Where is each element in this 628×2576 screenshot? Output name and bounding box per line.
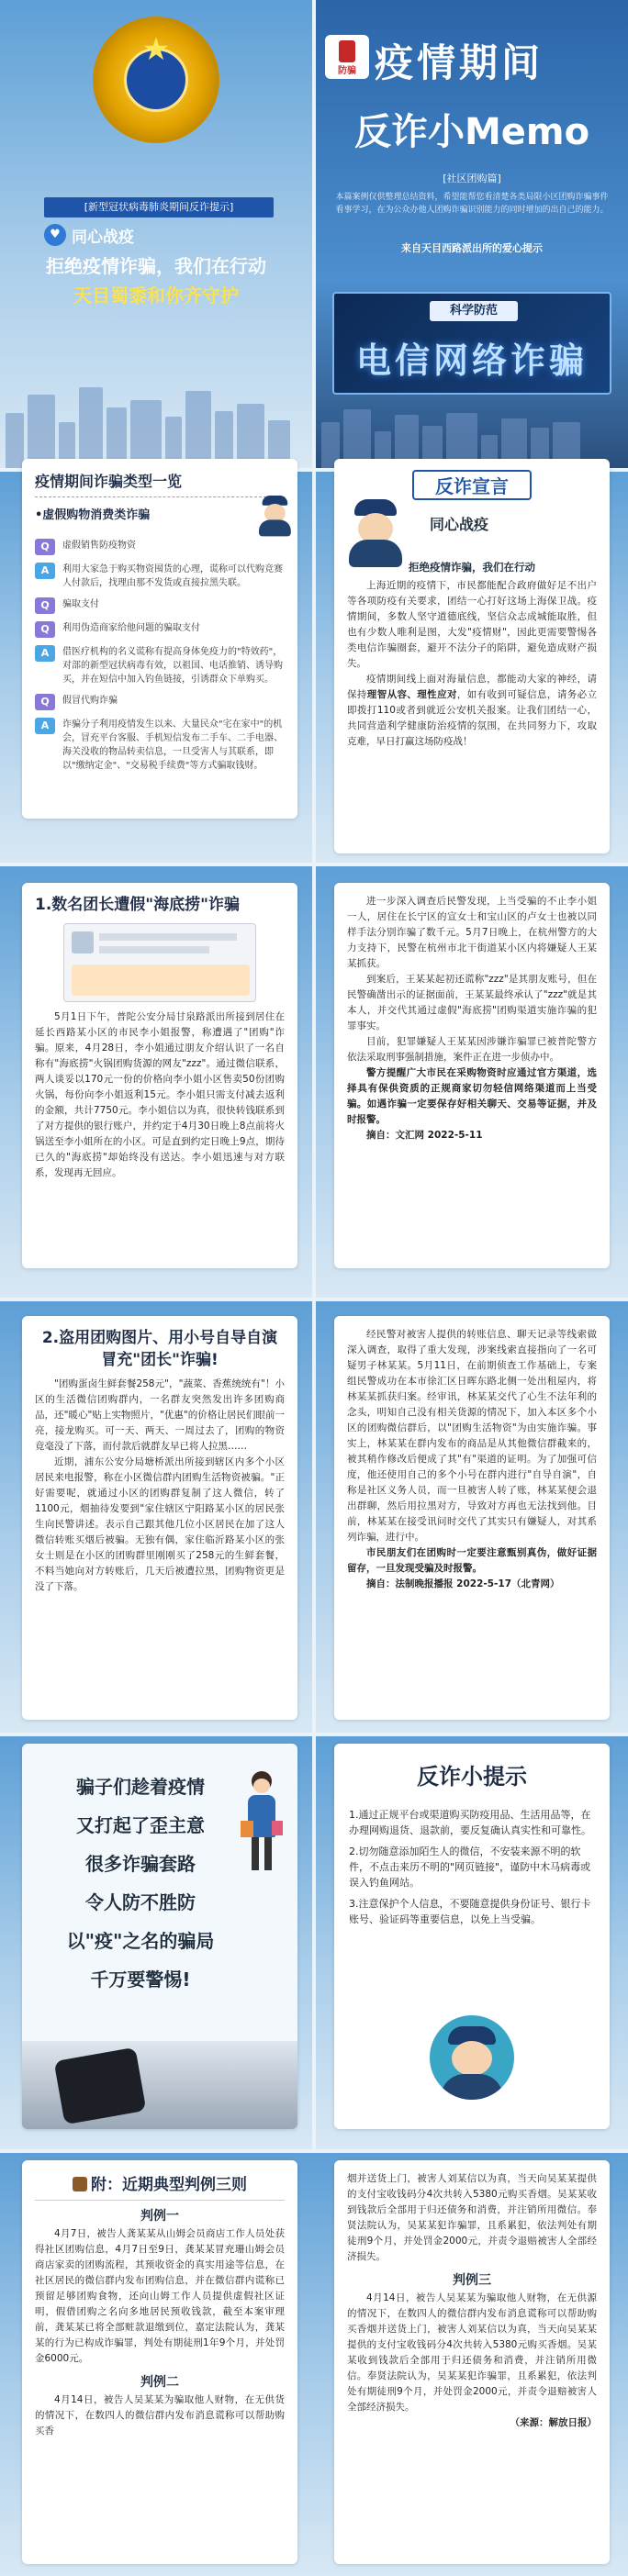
chat-screenshot	[63, 923, 256, 1002]
types-item: Q 假冒代购诈骗	[35, 694, 285, 710]
science-banner	[332, 292, 611, 395]
manifesto-lead: 拒绝疫情诈骗，我们在行动	[409, 561, 535, 574]
case-2-label: 判例二	[140, 2375, 179, 2390]
tips-title: 反诈小提示	[417, 1764, 527, 1790]
case2-body-1: "团购蛋卤生鲜套餐258元"，"蔬菜、香蕉统统有"！小区的生活微信团购群内，一名群友突然发出许多团购商品，还"暖心"贴上实物照片，"优惠"的价格让居民们眼前一亮，接龙购买。可一天、两天、一周过去了，团购的物资竟毫没了下落，而付款后就群友早已将人拉黑……	[35, 1378, 285, 1452]
poem-line: 令人防不胜防	[85, 1891, 196, 1913]
header-slogan-sub: 天目蜀黍和你齐守护	[73, 284, 239, 307]
police-emblem-icon: ★	[96, 20, 216, 139]
case1-body: 5月1日下午，普陀公安分局甘泉路派出所接到居住在延长西路某小区的市民李小姐报警，称遭遇了"团购"诈骗。原来，4月28日，李小姐通过朋友介绍认识了一名自称有"海底捞"火锅团购货源的网友"zzz"。通过微信联系，两人谈妥以170元一份的价格向李小姐小区售卖50份团购火锅，每份向李小姐返利15元。李小姐只需支付减去返利的金额，共计7750元。李小姐信以为真，很快转钱联系到了对方提供的银行账户，并约定于4月30日晚上8点前将火锅送至李小姐所在的小区。可是直到约定日晚上9点，期待已久的"海底捞"却始终没有送达。李小姐迅速与对方联系，发现再无回应。	[35, 1011, 285, 1178]
header-title-2: 反诈小Memo	[353, 111, 590, 153]
types-subtitle: •虚假购物消费类诈骗	[35, 508, 151, 522]
fraud-prevention-logo: 防骗	[325, 35, 369, 79]
types-item: Q 利用伪造商家给他问题的骗取支付	[35, 621, 285, 638]
appendix-left-card	[22, 2160, 297, 2564]
intro-body: 本篇案例仅供整理总结资料，希望能帮您看清楚各类局限小区团购诈骗事件看事学习，在为公众办他人团购诈骗识别能力的同时增加的出自己的能力。	[335, 193, 609, 215]
case1-cont-warning: 警方提醒广大市民在采购物资时应通过官方渠道，选择具有保供资质的正规商家切勿轻信网络渠道而上当受骗。如遇诈骗一定要保存好相关聊天、交易等证据，并及时报警。	[347, 1067, 597, 1125]
manifesto-title: 反诈宣言	[412, 470, 532, 500]
case-2-continued: 烟并送货上门，被害人刘某信以为真，当天向吴某某提供的支付宝收钱码分4次共转入5380元购买香烟。吴某某收到钱款后全部用于归还债务和消费，并注销所用微信。奉贤法院认为，吴某某犯诈骗罪，且系累犯，依法判处有期徒刑9个月，并处罚金2000元，并责令退赔被害人全部经济损失。	[347, 2173, 597, 2262]
case1-cont-body-2: 到案后，王某某起初还谎称"zzz"是其朋友账号，但在民警确凿出示的证据面前，王某某最终承认了"zzz"就是其本人，并交代其通过虚假"海底捞"团购渠道实施诈骗的犯罪事实。	[347, 974, 597, 1032]
case1-cont-source: 摘自：文汇网 2022-5-11	[366, 1130, 483, 1141]
science-title: 电信网络诈骗	[355, 340, 588, 381]
poem-card	[22, 1744, 297, 2129]
case2-title: 2.盗用团购图片、用小号自导自演冒充"团长"诈骗!	[41, 1329, 278, 1369]
header-title-1: 疫情期间	[375, 40, 544, 85]
science-tag: 科学防范	[430, 301, 518, 321]
gavel-icon	[73, 2177, 87, 2191]
types-title: 疫情期间诈骗类型一览	[35, 470, 285, 497]
types-item: Q 骗取支付	[35, 597, 285, 614]
appendix-title: 附：近期典型判例三则	[35, 2171, 285, 2201]
case1-card	[22, 883, 297, 1268]
case-3-body: 4月14日，被告人吴某某为骗取他人财物，在无供源的情况下，在数四人的微信群内发布消息谎称可以帮助购买香烟并送货上门，被害人刘某信以为真，当天向吴某某提供的支付宝收钱码分4次共转入5380元购买香烟。吴某某收到钱款后全部用于归还债务和消费，并注销所用微信。奉贤法院认为，吴某某犯诈骗罪，且系累犯，依法判处有期徒刑9个月，并处罚金2000元，并责令退赔被害人全部经济损失。	[347, 2292, 597, 2413]
case1-cont-body-3: 目前，犯罪嫌疑人王某某因涉嫌诈骗罪已被普陀警方依法采取刑事强制措施，案件正在进一步侦办中。	[347, 1036, 597, 1063]
police-officer-icon	[347, 499, 404, 567]
types-card	[22, 459, 297, 819]
types-item: Q 虚假销售防疫物资	[35, 539, 285, 555]
poem-line: 千万要警惕!	[90, 1968, 191, 1991]
header-slogan-small: 同心战疫	[72, 229, 134, 247]
police-officer-icon	[258, 496, 292, 536]
tip-item: 3.注意保护个人信息，不要随意提供身份证号、银行卡账号、验证码等重要信息，以免上当受骗。	[349, 1898, 591, 1925]
police-officer-large-icon	[430, 2015, 514, 2100]
tips-list	[349, 1807, 595, 1927]
shopper-woman-icon	[241, 1771, 283, 1872]
types-item: A 借医疗机构的名义谎称有提高身体免疫力的"特效药"，对部的新型冠状病毒有效，以祖国、电话推销、诱导购买，并在短信中加入钓鱼链接，引诱群众下单购买。	[35, 645, 285, 686]
header-left-panel	[0, 0, 312, 468]
case1-cont-card	[334, 883, 610, 1268]
intro-source: 来自天目西路派出所的爱心提示	[401, 242, 543, 254]
case-3-label: 判例三	[453, 2273, 491, 2288]
appendix-right-card	[334, 2160, 610, 2564]
city-skyline	[0, 385, 312, 468]
manifesto-subtitle: 同心战疫	[430, 516, 489, 533]
intro-tag: [社区团购篇]	[443, 173, 501, 184]
manifesto-card	[334, 459, 610, 853]
manifesto-body-1: 上海近期的疫情下，市民都能配合政府做好足不出户等各项防疫有关要求，团结一心打好这场上海保卫战。疫情期间，多数人坚守道德底线，坚信众志成城能取胜，但也有少数人唯利是图，大发"疫情财"，因此更需要警惕各类电信诈骗圈套，避开不法分子的陷阱，避免造成财产损失。	[347, 580, 597, 669]
case2-card	[22, 1316, 297, 1720]
case2-cont-body-1: 经民警对被害人提供的转账信息、聊天记录等线索做深入调查，取得了重大发现，涉案线索直接指向了一名可疑男子林某某。5月11日，在前期侦查工作基础上，专案组民警成功在本市徐汇区日晖东路北侧一处出租屋内，将林某某抓获归案。经审讯，林某某交代了心生不法年利的念头，明知自己没有相关货源的情况下，加入本区多个小区的团购微信群后，以"团购生活物资"为由实施诈骗。事实上，林某某在群内发布的商品是从其他微信群截来的，被其稍作修改后便成了其"有"渠道的证明。为了加强可信度，他还使用自己的多个小号在群内进行"自导自演"，自称是社区义务人员，而一旦被害人转了账，林某某便会退出群聊，然后用拉黑对方，导致对方再也无法找到他。目前，林某某在接受讯问时交代了其实只有嫌疑人，对其系列诈骗，进行中。	[347, 1329, 597, 1543]
case-2-body: 4月14日，被告人吴某某为骗取他人财物，在无供货的情况下，在数四人的微信群内发布消息谎称可以帮助购买香	[35, 2394, 285, 2437]
header-slogan-main: 拒绝疫情诈骗，我们在行动	[46, 255, 266, 277]
manifesto-body-2: 疫情期间线上面对海量信息，都能动大家的神经，请保持理智从容、理性应对，如有收到可疑信息，请务必立即拨打110或者到就近公安机关报案。让我们团结一心，共同营造利学健康防治疫情的氛围，在共同努力下，攻取克难，早日打赢这场防疫战！	[347, 674, 598, 747]
case2-cont-source: 摘自：法制晚报播报 2022-5-17（北青网）	[366, 1578, 560, 1589]
types-item: A 利用大家急于购买物资囤货的心理，谎称可以代购竞赛人付款后，找理由那不发货或直接拉黑失联。	[35, 563, 285, 590]
tip-item: 2.切勿随意添加陌生人的微信，不安装来源不明的软件，不点击来历不明的"网页链接"，谨防中木马病毒或误入钓鱼网站。	[349, 1846, 591, 1889]
tips-card	[334, 1744, 610, 2129]
poem-line: 很多诈骗套路	[85, 1853, 196, 1875]
case1-cont-body-1: 进一步深入调查后民警发现，上当受骗的不止李小姐一人，居住在长宁区的宣女士和宝山区的卢女士也被以同样手法分别诈骗了数千元。5月7日晚上，在杭州警方的大力支持下，民警在杭州市北干街道某小区内将嫌疑人王某某抓获。	[347, 896, 597, 969]
types-list	[35, 539, 285, 773]
case2-body-2: 近期，浦东公安分局塘桥派出所接到辖区内多个小区居民来电报警，称在小区微信群内团购生活物资被骗。"正好需要呢，就通过小区的团购群复制了这人微信，转了1100元，烟抽待发要到"家住辖区宁阳路某小区的居民张生向民警讲述。表示自己跟其他几位小区居民在加了这人微信转账买烟后被骗。无独有偶，家住临沂路某小区的张女士则是在小区的团购群里刚刚买了258元的生鲜套餐，不料当她向对方转账后，几天后被遭拉黑，团购物资更是没了下落。	[35, 1456, 285, 1592]
types-item: A 诈骗分子利用疫情发生以来、大量民众"宅在家中"的机会，冒充平台客服、手机短信发布二手车、二手电器、海关没收的物品转卖信息，一旦受害人与其联系，即以"缴纳定金"、"交易税手续费"等方式骗取钱财。	[35, 718, 285, 773]
case2-cont-warning: 市民朋友们在团购时一定要注意甄别真伪，做好证据留存，一旦发现受骗及时报警。	[347, 1547, 597, 1574]
tip-item: 1.通过正规平台或渠道购买防疫用品、生活用品等，在办理网购退货、退款前，要反复确认真实性和可靠性。	[349, 1809, 591, 1836]
case2-cont-card	[334, 1316, 610, 1720]
header-badge: [新型冠状病毒肺炎期间反诈提示]	[44, 197, 274, 217]
poem-lines	[44, 1768, 237, 1999]
appendix-source: （来源：解放日报）	[510, 2417, 597, 2428]
phone-hand-image	[22, 2041, 297, 2129]
case-1-label: 判例一	[140, 2209, 179, 2224]
case1-title: 1.数名团长遭假"海底捞"诈骗	[35, 896, 240, 914]
case-1-body: 4月7日，被告人龚某某从山姆会员商店工作人员处获得社区团购信息，4月7日至9日，龚某某冒充珊山姆会员商店家卖的团购流程，其预收资金的真实用途等信息，在社区居民的微信群内发布团购信息，并在微信群内谎称已预留足够团购食物，还向山姆工作人员提供虚假社区证明，假借团购之名向多地居民预收钱款，截至本案审理前，龚某某已将全部赃款退缴到位，嘉定法院认为，龚某某的行为已构成诈骗罪，判处有期徒刑1年9个月，并处罚金6000元。	[35, 2228, 285, 2364]
poem-line: 又打起了歪主意	[76, 1814, 205, 1836]
poem-line: 骗子们趁着疫情	[76, 1776, 205, 1798]
heart-icon: ♥	[44, 224, 66, 246]
header-right-panel	[316, 0, 628, 468]
phone-icon	[339, 40, 355, 62]
poem-line: 以"疫"之名的骗局	[66, 1930, 215, 1952]
